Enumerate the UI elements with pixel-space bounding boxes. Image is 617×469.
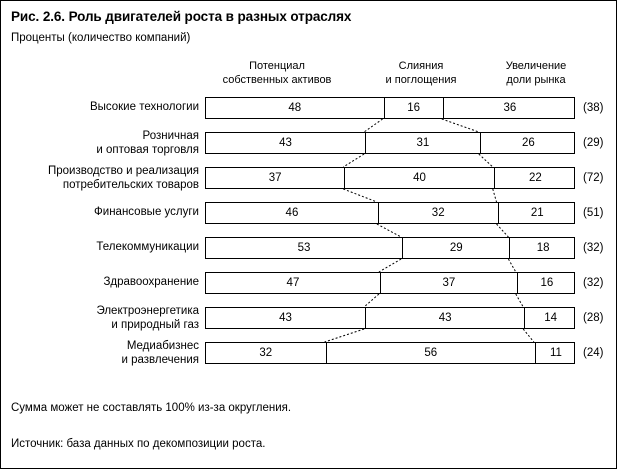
bar-segment: 32 (259, 347, 273, 359)
row-count: (24) (583, 347, 604, 359)
legend-item-mergers: Слияния и поглощения (385, 60, 457, 86)
row-label (0, 304, 199, 332)
row-label-line: и развлечения (121, 354, 199, 366)
series-boundary-dotted-lines (205, 97, 575, 377)
legend-item-own-assets: Потенциал собственных активов (222, 60, 332, 86)
bar-segment: 18 (509, 238, 576, 258)
bar-segment: 14 (524, 308, 576, 328)
row-label (0, 164, 199, 192)
page-subtitle: Проценты (количество компаний) (11, 32, 191, 44)
row-label-line: Розничная (142, 130, 199, 142)
bar-segment: 43 (279, 137, 292, 149)
bar-segment: 16 (517, 273, 576, 293)
row-label-line: потребительских товаров (62, 179, 199, 191)
row-label (0, 240, 199, 254)
row-count: (32) (583, 242, 604, 254)
row-label-line: Финансовые услуги (94, 206, 199, 218)
row-label-line: Электроэнергетика (96, 305, 199, 317)
row-label-line: Здравоохранение (103, 276, 199, 288)
row-count: (28) (583, 312, 604, 324)
row-label-line: Высокие технологии (89, 101, 199, 113)
row-label (0, 275, 199, 289)
bar-segment: 16 (384, 98, 443, 118)
bar-segment: 43 (279, 312, 292, 324)
bar-segment: 32 (378, 203, 498, 223)
row-label-line: и природный газ (111, 319, 199, 331)
row-label-line: Медиабизнес (126, 340, 199, 352)
row-count: (29) (583, 137, 604, 149)
bar-segment: 43 (365, 308, 524, 328)
row-label-line: Производство и реализация (47, 165, 199, 177)
legend (1, 59, 617, 93)
bar-segment: 48 (288, 102, 302, 114)
footnote-source: Источник: база данных по декомпозиции роста. (11, 438, 266, 450)
bar-segment: 36 (443, 98, 576, 118)
footnote-rounding: Сумма может не составлять 100% из-за округления. (11, 402, 292, 414)
bar-segment: 37 (268, 172, 282, 184)
row-label (0, 129, 199, 157)
row-label-line: и оптовая торговля (96, 144, 199, 156)
row-count: (32) (583, 277, 604, 289)
bar-segment: 11 (535, 343, 576, 363)
bar-segment: 53 (297, 242, 311, 254)
row-label-line: Телекоммуникации (96, 241, 199, 253)
stacked-bar-chart (205, 97, 575, 377)
bar-segment: 26 (480, 133, 576, 153)
bar-segment: 47 (286, 277, 300, 289)
row-label (0, 339, 199, 367)
page-title: Рис. 2.6. Роль двигателей роста в разных отраслях (11, 9, 352, 24)
row-count: (51) (583, 207, 604, 219)
bar-segment: 22 (494, 168, 576, 188)
bar-segment: 31 (365, 133, 480, 153)
row-count: (72) (583, 172, 604, 184)
row-count: (38) (583, 102, 604, 114)
bar-segment: 29 (402, 238, 509, 258)
bar-segment: 46 (285, 207, 299, 219)
row-label (0, 205, 199, 219)
bar-segment: 21 (498, 203, 576, 223)
bar-segment: 37 (380, 273, 517, 293)
legend-item-market-share: Увеличение доли рынка (505, 60, 567, 86)
bar-segment: 56 (326, 343, 535, 363)
bar-segment: 40 (344, 168, 493, 188)
row-label (0, 100, 199, 114)
